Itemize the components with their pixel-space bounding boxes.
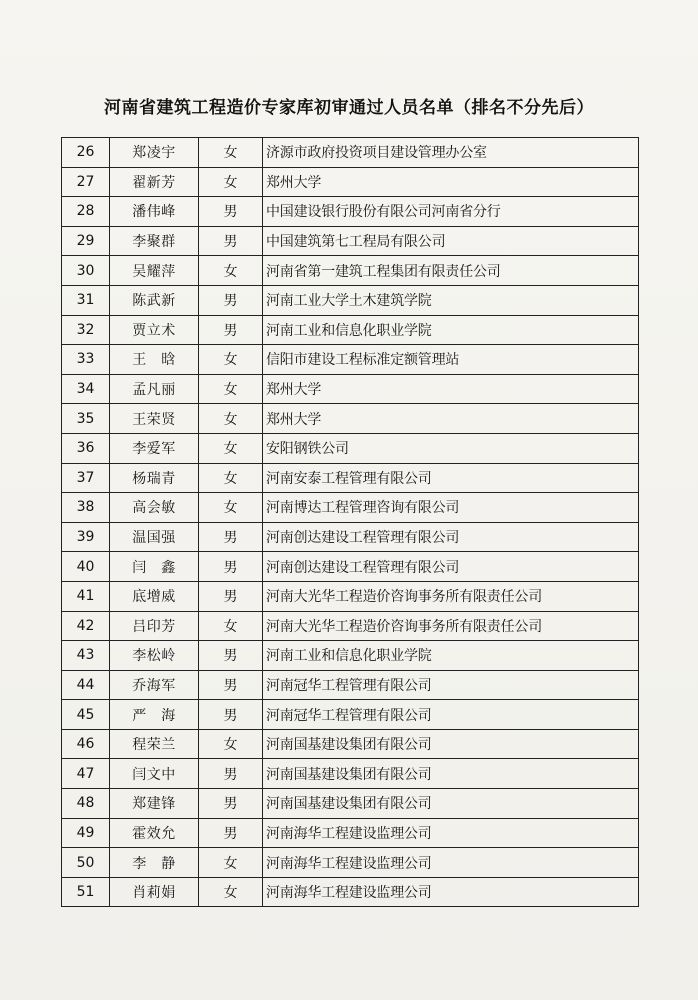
organization-cell: 信阳市建设工程标准定额管理站 <box>263 345 639 375</box>
row-number-cell: 29 <box>62 226 110 256</box>
gender-cell: 女 <box>199 374 263 404</box>
gender-cell: 女 <box>199 167 263 197</box>
gender-cell: 男 <box>199 226 263 256</box>
table-row <box>62 433 639 463</box>
row-number-cell: 26 <box>62 138 110 168</box>
name-cell: 肖莉娟 <box>110 877 199 907</box>
row-number-cell: 44 <box>62 670 110 700</box>
organization-cell: 郑州大学 <box>263 167 639 197</box>
row-number-cell: 28 <box>62 197 110 227</box>
table-row <box>62 345 639 375</box>
table-row <box>62 700 639 730</box>
gender-cell: 女 <box>199 404 263 434</box>
name-cell: 闫文中 <box>110 759 199 789</box>
personnel-table <box>61 137 639 907</box>
name-cell: 翟新芳 <box>110 167 199 197</box>
table-row <box>62 759 639 789</box>
row-number-cell: 51 <box>62 877 110 907</box>
name-cell: 吴耀萍 <box>110 256 199 286</box>
table-row <box>62 374 639 404</box>
table-row <box>62 285 639 315</box>
row-number-cell: 36 <box>62 433 110 463</box>
gender-cell: 男 <box>199 522 263 552</box>
row-number-cell: 43 <box>62 641 110 671</box>
table-row <box>62 552 639 582</box>
name-cell: 王荣贤 <box>110 404 199 434</box>
name-cell: 闫 鑫 <box>110 552 199 582</box>
table-row <box>62 789 639 819</box>
gender-cell: 男 <box>199 285 263 315</box>
row-number-cell: 30 <box>62 256 110 286</box>
gender-cell: 女 <box>199 877 263 907</box>
row-number-cell: 35 <box>62 404 110 434</box>
row-number-cell: 32 <box>62 315 110 345</box>
gender-cell: 男 <box>199 197 263 227</box>
gender-cell: 女 <box>199 611 263 641</box>
organization-cell: 河南创达建设工程管理有限公司 <box>263 522 639 552</box>
organization-cell: 河南工业大学土木建筑学院 <box>263 285 639 315</box>
row-number-cell: 50 <box>62 848 110 878</box>
organization-cell: 河南创达建设工程管理有限公司 <box>263 552 639 582</box>
table-row <box>62 581 639 611</box>
organization-cell: 河南国基建设集团有限公司 <box>263 729 639 759</box>
table-row <box>62 197 639 227</box>
name-cell: 底增威 <box>110 581 199 611</box>
row-number-cell: 33 <box>62 345 110 375</box>
row-number-cell: 45 <box>62 700 110 730</box>
organization-cell: 中国建筑第七工程局有限公司 <box>263 226 639 256</box>
row-number-cell: 31 <box>62 285 110 315</box>
row-number-cell: 41 <box>62 581 110 611</box>
name-cell: 贾立术 <box>110 315 199 345</box>
gender-cell: 男 <box>199 789 263 819</box>
gender-cell: 女 <box>199 493 263 523</box>
row-number-cell: 27 <box>62 167 110 197</box>
row-number-cell: 48 <box>62 789 110 819</box>
organization-cell: 安阳钢铁公司 <box>263 433 639 463</box>
organization-cell: 河南冠华工程管理有限公司 <box>263 670 639 700</box>
name-cell: 王 晗 <box>110 345 199 375</box>
name-cell: 杨瑞青 <box>110 463 199 493</box>
gender-cell: 女 <box>199 729 263 759</box>
organization-cell: 河南省第一建筑工程集团有限责任公司 <box>263 256 639 286</box>
name-cell: 霍效允 <box>110 818 199 848</box>
row-number-cell: 38 <box>62 493 110 523</box>
name-cell: 乔海军 <box>110 670 199 700</box>
row-number-cell: 49 <box>62 818 110 848</box>
gender-cell: 女 <box>199 463 263 493</box>
name-cell: 高会敏 <box>110 493 199 523</box>
table-row <box>62 493 639 523</box>
gender-cell: 男 <box>199 552 263 582</box>
name-cell: 潘伟峰 <box>110 197 199 227</box>
organization-cell: 济源市政府投资项目建设管理办公室 <box>263 138 639 168</box>
row-number-cell: 42 <box>62 611 110 641</box>
organization-cell: 河南海华工程建设监理公司 <box>263 877 639 907</box>
name-cell: 李 静 <box>110 848 199 878</box>
organization-cell: 河南国基建设集团有限公司 <box>263 759 639 789</box>
organization-cell: 河南国基建设集团有限公司 <box>263 789 639 819</box>
table-row <box>62 226 639 256</box>
table-row <box>62 611 639 641</box>
gender-cell: 男 <box>199 670 263 700</box>
row-number-cell: 40 <box>62 552 110 582</box>
name-cell: 李聚群 <box>110 226 199 256</box>
gender-cell: 男 <box>199 700 263 730</box>
gender-cell: 女 <box>199 138 263 168</box>
table-row <box>62 167 639 197</box>
organization-cell: 河南海华工程建设监理公司 <box>263 818 639 848</box>
row-number-cell: 34 <box>62 374 110 404</box>
gender-cell: 女 <box>199 848 263 878</box>
name-cell: 严 海 <box>110 700 199 730</box>
organization-cell: 郑州大学 <box>263 374 639 404</box>
table-row <box>62 256 639 286</box>
page-title: 河南省建筑工程造价专家库初审通过人员名单（排名不分先后） <box>104 98 594 118</box>
organization-cell: 中国建设银行股份有限公司河南省分行 <box>263 197 639 227</box>
name-cell: 郑建锋 <box>110 789 199 819</box>
organization-cell: 郑州大学 <box>263 404 639 434</box>
gender-cell: 男 <box>199 581 263 611</box>
row-number-cell: 46 <box>62 729 110 759</box>
table-row <box>62 641 639 671</box>
table-row <box>62 729 639 759</box>
organization-cell: 河南大光华工程造价咨询事务所有限责任公司 <box>263 611 639 641</box>
gender-cell: 女 <box>199 256 263 286</box>
name-cell: 吕印芳 <box>110 611 199 641</box>
organization-cell: 河南博达工程管理咨询有限公司 <box>263 493 639 523</box>
name-cell: 孟凡丽 <box>110 374 199 404</box>
organization-cell: 河南安泰工程管理有限公司 <box>263 463 639 493</box>
name-cell: 温国强 <box>110 522 199 552</box>
gender-cell: 男 <box>199 641 263 671</box>
personnel-table-body <box>62 138 639 907</box>
table-row <box>62 818 639 848</box>
organization-cell: 河南冠华工程管理有限公司 <box>263 700 639 730</box>
table-row <box>62 670 639 700</box>
name-cell: 程荣兰 <box>110 729 199 759</box>
table-row <box>62 522 639 552</box>
name-cell: 李松岭 <box>110 641 199 671</box>
table-row <box>62 848 639 878</box>
organization-cell: 河南大光华工程造价咨询事务所有限责任公司 <box>263 581 639 611</box>
row-number-cell: 47 <box>62 759 110 789</box>
gender-cell: 女 <box>199 433 263 463</box>
name-cell: 郑凌宇 <box>110 138 199 168</box>
table-row <box>62 404 639 434</box>
gender-cell: 女 <box>199 345 263 375</box>
name-cell: 李爱军 <box>110 433 199 463</box>
table-row <box>62 877 639 907</box>
row-number-cell: 39 <box>62 522 110 552</box>
gender-cell: 男 <box>199 759 263 789</box>
table-row <box>62 463 639 493</box>
table-row <box>62 315 639 345</box>
organization-cell: 河南海华工程建设监理公司 <box>263 848 639 878</box>
gender-cell: 男 <box>199 315 263 345</box>
organization-cell: 河南工业和信息化职业学院 <box>263 641 639 671</box>
organization-cell: 河南工业和信息化职业学院 <box>263 315 639 345</box>
row-number-cell: 37 <box>62 463 110 493</box>
name-cell: 陈武新 <box>110 285 199 315</box>
gender-cell: 男 <box>199 818 263 848</box>
table-row <box>62 138 639 168</box>
